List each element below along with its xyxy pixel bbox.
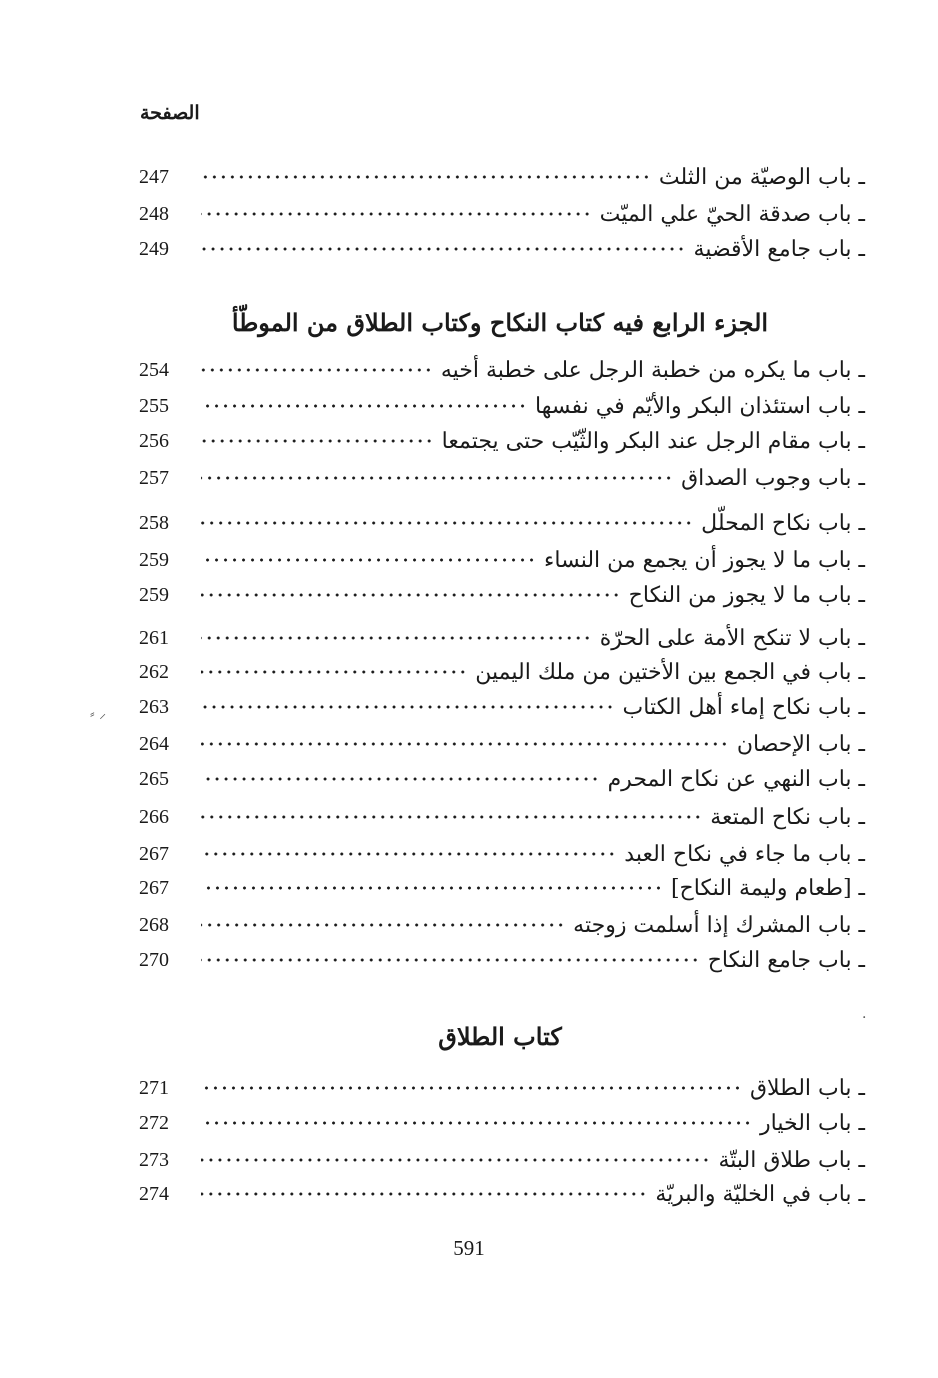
dot-leader bbox=[201, 908, 565, 942]
divorce-book-heading: كتاب الطلاق bbox=[438, 1022, 562, 1051]
page-ref: 248 bbox=[139, 202, 169, 225]
page-ref: 259 bbox=[139, 583, 169, 606]
dot-leader bbox=[201, 197, 592, 231]
page-ref: 256 bbox=[139, 429, 169, 452]
page-ref: 271 bbox=[139, 1076, 169, 1099]
dot-leader bbox=[201, 389, 527, 423]
page-ref: 249 bbox=[139, 237, 169, 260]
list-item bbox=[135, 1071, 865, 1105]
entry-title: ـ باب لا تنكح الأمة على الحرّة bbox=[599, 625, 865, 651]
page-ref: 258 bbox=[139, 511, 169, 534]
entry-title: ـ باب الخيار bbox=[760, 1110, 865, 1136]
part-four-heading: الجزء الرابع فيه كتاب النكاح وكتاب الطلاق من الموطّأ bbox=[231, 308, 769, 337]
dot-leader bbox=[201, 655, 467, 689]
entry-title: ـ باب ما جاء في نكاح العبد bbox=[624, 841, 865, 867]
entry-title: ـ باب طلاق البتّة bbox=[718, 1147, 865, 1173]
entry-title: ـ باب الوصيّة من الثلث bbox=[658, 164, 865, 190]
page-ref: 255 bbox=[139, 394, 169, 417]
dot-leader bbox=[201, 871, 663, 905]
entry-title: ـ [طعام وليمة النكاح] bbox=[670, 875, 865, 901]
entry-title: ـ باب جامع الأقضية bbox=[693, 236, 865, 262]
page-ref: 264 bbox=[139, 732, 169, 755]
list-item bbox=[135, 232, 865, 266]
scan-speck: ⸗ ⸝ bbox=[90, 706, 107, 722]
dot-leader bbox=[201, 1106, 752, 1140]
page-ref: 267 bbox=[139, 876, 169, 899]
list-item bbox=[135, 943, 865, 977]
list-item bbox=[135, 1143, 865, 1177]
dot-leader bbox=[201, 506, 693, 540]
list-item bbox=[135, 837, 865, 871]
list-item bbox=[135, 762, 865, 796]
entry-title: ـ باب صدقة الحيّ علي الميّت bbox=[599, 201, 865, 227]
list-item bbox=[135, 1177, 865, 1211]
list-item bbox=[135, 1106, 865, 1140]
dot-leader bbox=[201, 232, 686, 266]
list-item bbox=[135, 389, 865, 423]
entry-title: ـ باب المشرك إذا أسلمت زوجته bbox=[573, 912, 865, 938]
list-item bbox=[135, 800, 865, 834]
page-ref: 268 bbox=[139, 913, 169, 936]
list-item bbox=[135, 908, 865, 942]
page-column-header: الصفحة bbox=[140, 102, 200, 124]
scan-speck: · bbox=[862, 1010, 867, 1026]
list-item bbox=[135, 621, 865, 655]
dot-leader bbox=[201, 1177, 647, 1211]
entry-title: ـ باب نكاح المحلّل bbox=[701, 510, 865, 536]
page-ref: 262 bbox=[139, 660, 169, 683]
entry-title: ـ باب نكاح المتعة bbox=[710, 804, 865, 830]
page-ref: 266 bbox=[139, 805, 169, 828]
entry-title: ـ باب ما لا يجوز أن يجمع من النساء bbox=[544, 547, 865, 573]
dot-leader bbox=[201, 160, 651, 194]
dot-leader bbox=[201, 461, 673, 495]
page-ref: 273 bbox=[139, 1148, 169, 1171]
list-item bbox=[135, 690, 865, 724]
entry-title: ـ باب في الجمع بين الأختين من ملك اليمين bbox=[475, 659, 865, 685]
list-item bbox=[135, 543, 865, 577]
dot-leader bbox=[201, 837, 616, 871]
dot-leader bbox=[201, 424, 434, 458]
list-item bbox=[135, 424, 865, 458]
entry-title: ـ باب في الخليّة والبريّة bbox=[655, 1181, 865, 1207]
page-ref: 247 bbox=[139, 165, 169, 188]
dot-leader bbox=[201, 690, 615, 724]
entry-title: ـ باب نكاح إماء أهل الكتاب bbox=[622, 694, 865, 720]
list-item bbox=[135, 578, 865, 612]
page-ref: 270 bbox=[139, 948, 169, 971]
list-item bbox=[135, 655, 865, 689]
dot-leader bbox=[201, 543, 536, 577]
list-item bbox=[135, 727, 865, 761]
entry-title: ـ باب النهي عن نكاح المحرم bbox=[607, 766, 865, 792]
page-ref: 263 bbox=[139, 695, 169, 718]
dot-leader bbox=[201, 800, 702, 834]
dot-leader bbox=[201, 353, 433, 387]
dot-leader bbox=[201, 1071, 742, 1105]
list-item bbox=[135, 197, 865, 231]
entry-title: ـ باب الإحصان bbox=[736, 731, 865, 757]
list-item bbox=[135, 353, 865, 387]
dot-leader bbox=[201, 1143, 710, 1177]
entry-title: ـ باب ما يكره من خطبة الرجل على خطبة أخيه bbox=[440, 357, 865, 383]
page-ref: 265 bbox=[139, 767, 169, 790]
list-item bbox=[135, 461, 865, 495]
page-ref: 272 bbox=[139, 1111, 169, 1134]
dot-leader bbox=[201, 621, 592, 655]
page-ref: 261 bbox=[139, 626, 169, 649]
dot-leader bbox=[201, 943, 700, 977]
page-ref: 274 bbox=[139, 1182, 169, 1205]
page-number: 591 bbox=[453, 1236, 485, 1260]
entry-title: ـ باب ما لا يجوز من النكاح bbox=[628, 582, 865, 608]
page-ref: 254 bbox=[139, 358, 169, 381]
entry-title: ـ باب وجوب الصداق bbox=[681, 465, 865, 491]
entry-title: ـ باب جامع النكاح bbox=[707, 947, 865, 973]
entry-title: ـ باب الطلاق bbox=[749, 1075, 865, 1101]
entry-title: ـ باب استئذان البكر والأيّم في نفسها bbox=[535, 393, 865, 419]
page-ref: 257 bbox=[139, 466, 169, 489]
dot-leader bbox=[201, 762, 600, 796]
page-ref: 259 bbox=[139, 548, 169, 571]
list-item bbox=[135, 160, 865, 194]
entry-title: ـ باب مقام الرجل عند البكر والثّيّب حتى يجتمعا bbox=[441, 428, 865, 454]
dot-leader bbox=[201, 578, 621, 612]
page-ref: 267 bbox=[139, 842, 169, 865]
list-item bbox=[135, 506, 865, 540]
dot-leader bbox=[201, 727, 729, 761]
list-item bbox=[135, 871, 865, 905]
